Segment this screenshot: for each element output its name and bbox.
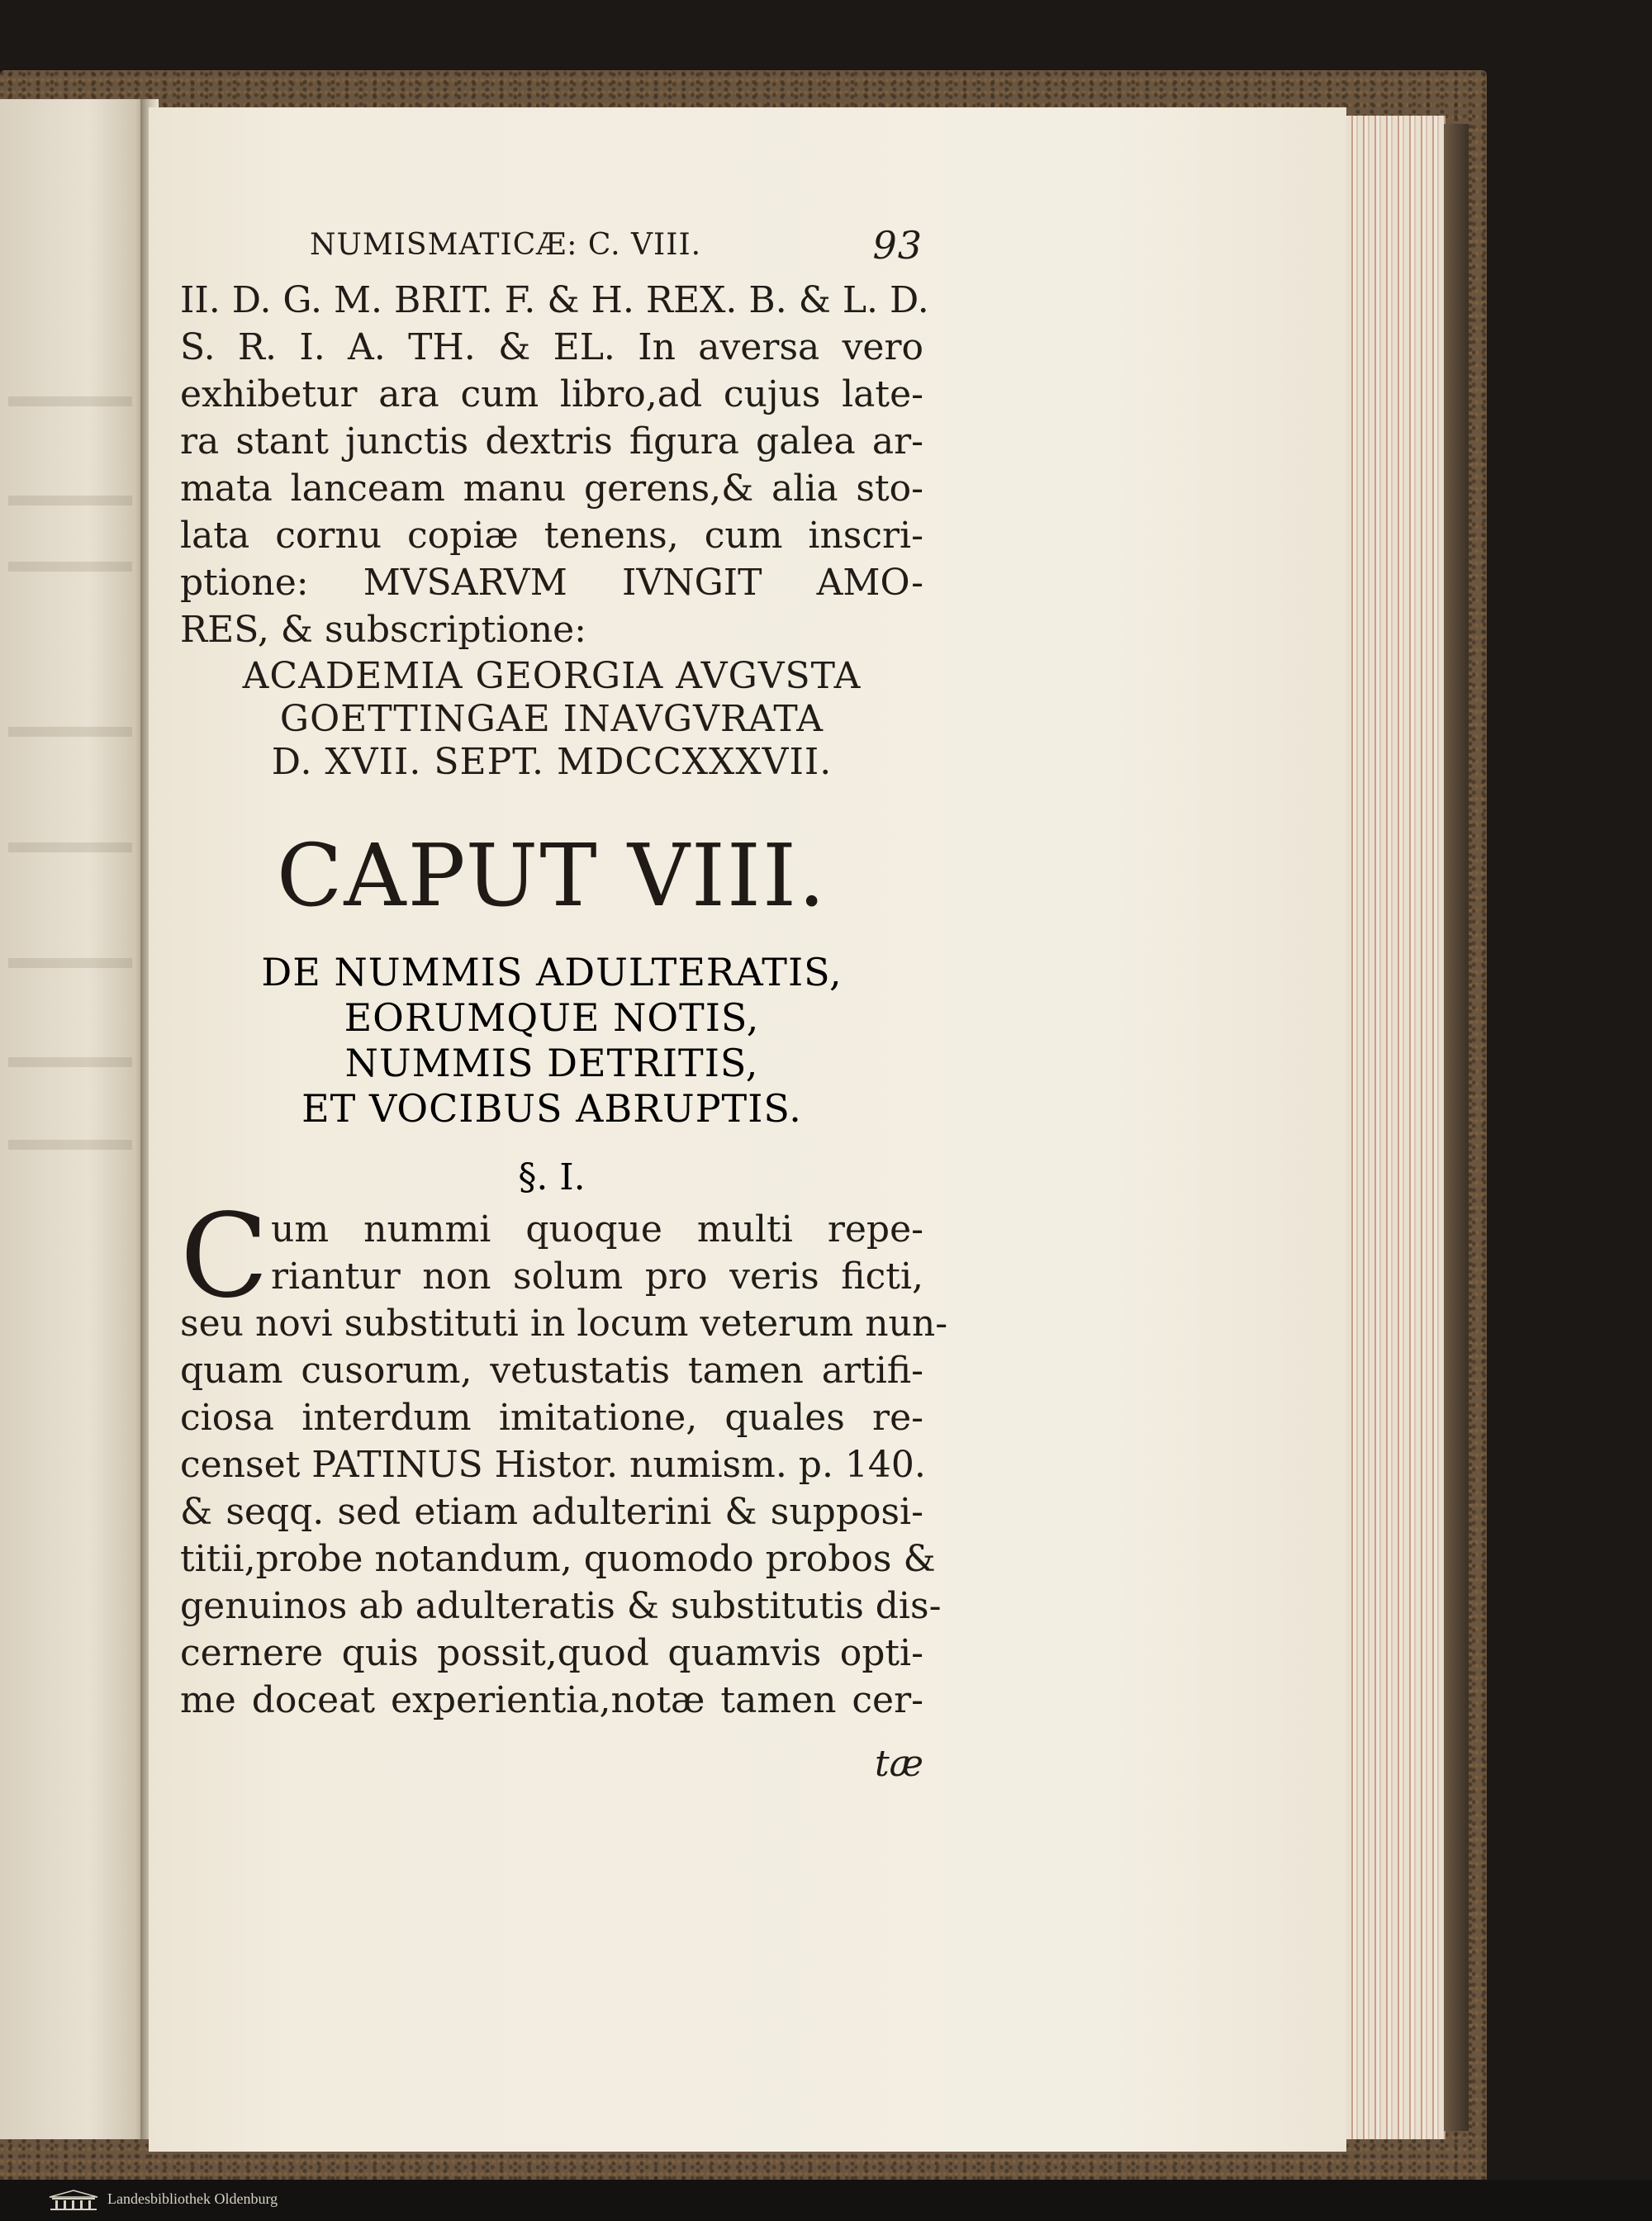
text-line: um nummi quoque multi repe- xyxy=(271,1208,923,1250)
subtitle-line: ET VOCIBUS ABRUPTIS. xyxy=(301,1086,802,1131)
page-number: 93 xyxy=(872,223,923,268)
text-line: ra stant junctis dextris figura galea ar- xyxy=(180,420,923,463)
text-line: cernere quis possit,quod quamvis opti- xyxy=(180,1632,923,1674)
text-line: RES, & subscriptione: xyxy=(180,609,586,651)
text-line: ciosa interdum imitatione, quales re- xyxy=(180,1397,923,1439)
left-page xyxy=(0,99,147,2139)
inscription-line: D. XVII. SEPT. MDCCXXXVII. xyxy=(271,741,833,783)
text-line: mata lanceam manu gerens,& alia sto- xyxy=(180,467,923,510)
text-line: riantur non solum pro veris ficti, xyxy=(271,1255,923,1298)
text-line: exhibetur ara cum libro,ad cujus late- xyxy=(180,373,923,415)
page-header xyxy=(310,223,923,273)
text-line: lata cornu copiæ tenens, cum inscri- xyxy=(180,515,923,557)
running-head: NUMISMATICÆ: C. VIII. xyxy=(310,228,702,262)
subtitle-line: EORUMQUE NOTIS, xyxy=(344,995,760,1040)
subtitle-line: NUMMIS DETRITIS, xyxy=(344,1041,759,1085)
page-edges xyxy=(1346,116,1446,2139)
section-number: §. I. xyxy=(518,1156,586,1198)
text-line: S. R. I. A. TH. & EL. In aversa vero xyxy=(180,326,923,368)
text-line: II. D. G. M. BRIT. F. & H. REX. B. & L. D. xyxy=(180,279,929,321)
top-paragraph xyxy=(180,277,929,784)
cover-edge xyxy=(1444,124,1469,2131)
subtitle-line: DE NUMMIS ADULTERATIS, xyxy=(261,950,843,994)
text-line: seu novi substituti in locum veterum nun- xyxy=(180,1303,948,1345)
library-name: Landesbibliothek Oldenburg xyxy=(107,2190,278,2207)
text-line: genuinos ab adulteratis & substitutis dis- xyxy=(180,1585,942,1627)
drop-cap: C xyxy=(180,1189,269,1324)
library-building-icon xyxy=(48,2190,99,2211)
text-line: me doceat experientia,notæ tamen cer- xyxy=(180,1679,923,1721)
text-line: & seqq. sed etiam adulterini & supposi- xyxy=(180,1491,923,1533)
text-line: titii,probe notandum, quomodo probos & xyxy=(180,1538,936,1580)
catchword: tæ xyxy=(874,1743,923,1785)
text-line: ptione: MVSARVM IVNGIT AMO- xyxy=(180,562,923,604)
text-line: quam cusorum, vetustatis tamen artifi- xyxy=(180,1350,923,1392)
inscription-line: GOETTINGAE INAVGVRATA xyxy=(279,698,824,740)
text-line: censet PATINUS Histor. numism. p. 140. xyxy=(180,1444,926,1486)
footer-bar xyxy=(0,2180,1652,2221)
body-paragraph xyxy=(180,1189,948,1724)
inscription-line: ACADEMIA GEORGIA AVGVSTA xyxy=(242,655,862,697)
chapter-subtitle xyxy=(180,950,923,1132)
chapter-title: CAPUT VIII. xyxy=(276,825,828,926)
